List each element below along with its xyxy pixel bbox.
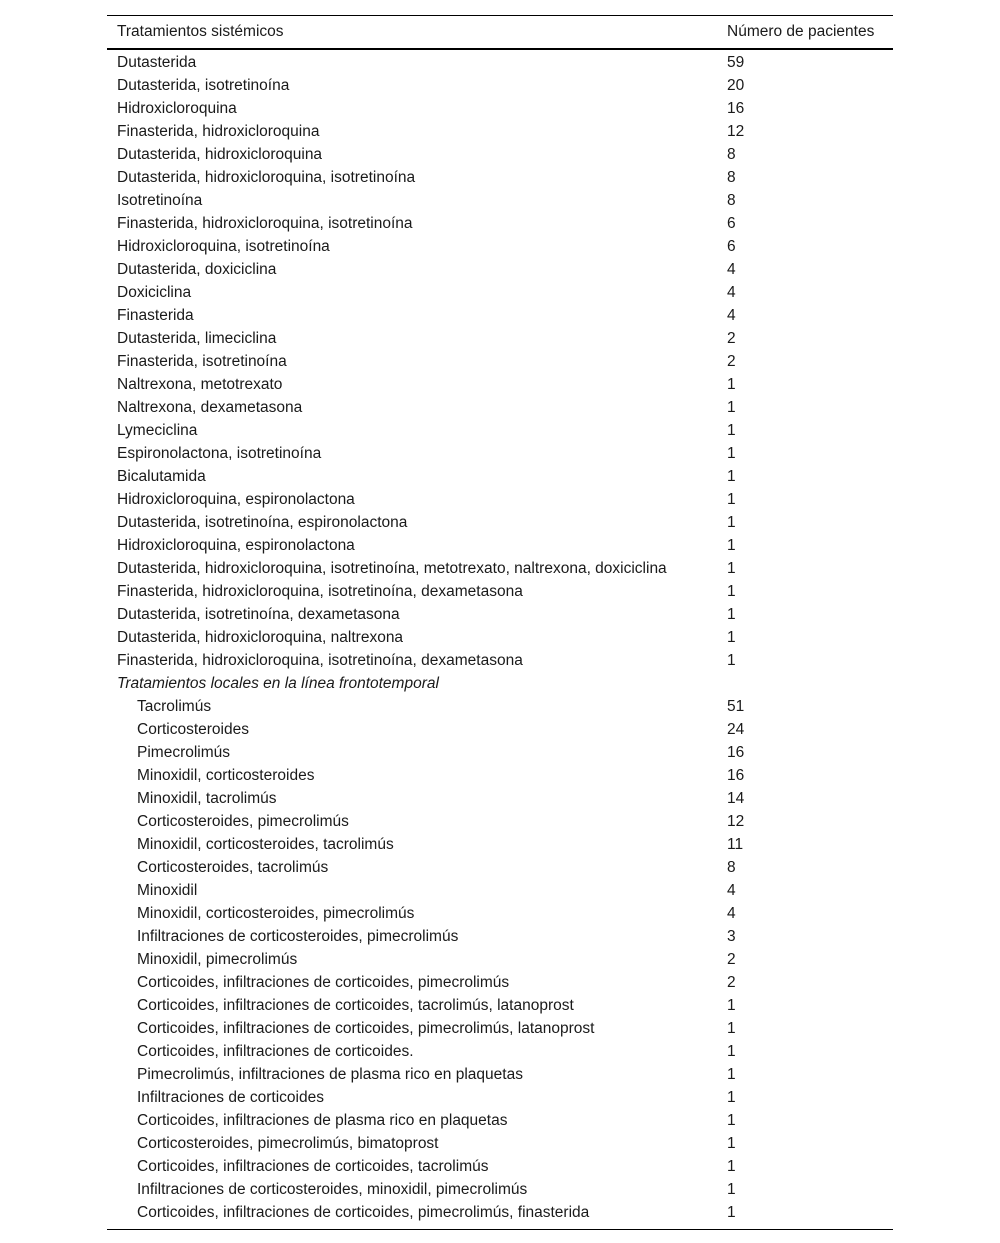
patients-cell: 1 (727, 1134, 736, 1152)
table-row (107, 258, 893, 281)
treatments-table (107, 15, 893, 1230)
patients-cell: 1 (727, 398, 736, 416)
patients-cell: 16 (727, 743, 745, 761)
treatment-cell: Hidroxicloroquina, espironolactona (117, 536, 355, 554)
treatment-cell: Dutasterida, isotretinoína (117, 76, 290, 94)
treatment-cell: Hidroxicloroquina (117, 99, 237, 117)
treatment-cell: Corticoides, infiltraciones de corticoides. (137, 1042, 414, 1060)
patients-cell: 2 (727, 973, 736, 991)
section-heading-row (107, 672, 893, 695)
patients-cell: 6 (727, 237, 736, 255)
local-section-title: Tratamientos locales en la línea frontotemporal (117, 674, 439, 692)
patients-cell: 1 (727, 467, 736, 485)
treatment-cell: Corticoides, infiltraciones de corticoides, tacrolimús, latanoprost (137, 996, 574, 1014)
treatment-cell: Corticoides, infiltraciones de corticoides, pimecrolimús (137, 973, 510, 991)
patients-cell: 4 (727, 283, 736, 301)
table-row (107, 787, 893, 810)
patients-cell: 1 (727, 1157, 736, 1175)
table-row (107, 626, 893, 649)
treatment-cell: Pimecrolimús (137, 743, 231, 761)
patients-cell: 1 (727, 1111, 736, 1129)
treatment-cell: Finasterida, hidroxicloroquina, isotretinoína, dexametasona (117, 582, 523, 600)
table-row (107, 534, 893, 557)
treatment-cell: Dutasterida, hidroxicloroquina (117, 145, 323, 163)
treatment-cell: Dutasterida, isotretinoína, dexametasona (117, 605, 400, 623)
treatment-cell: Finasterida (117, 306, 194, 324)
treatment-cell: Infiltraciones de corticoides (137, 1088, 324, 1106)
patients-cell: 6 (727, 214, 736, 232)
table-row (107, 994, 893, 1017)
treatment-cell: Dutasterida (117, 53, 197, 71)
treatment-cell: Dutasterida, hidroxicloroquina, isotretinoína, metotrexato, naltrexona, doxiciclina (117, 559, 667, 577)
treatment-cell: Minoxidil (137, 881, 198, 899)
patients-cell: 12 (727, 812, 745, 830)
table-row (107, 419, 893, 442)
treatment-cell: Dutasterida, hidroxicloroquina, isotretinoína (117, 168, 416, 186)
header-patients: Número de pacientes (727, 23, 875, 40)
patients-cell: 16 (727, 766, 745, 784)
treatment-cell: Tacrolimús (137, 697, 212, 715)
treatment-cell: Corticosteroides, pimecrolimús (137, 812, 349, 830)
table-header-row (107, 16, 893, 50)
table-row (107, 373, 893, 396)
patients-cell: 8 (727, 145, 736, 163)
patients-cell: 16 (727, 99, 745, 117)
treatment-cell: Isotretinoína (117, 191, 203, 209)
table-row (107, 281, 893, 304)
table-row (107, 1086, 893, 1109)
patients-cell: 1 (727, 605, 736, 623)
patients-cell: 8 (727, 168, 736, 186)
patients-cell: 4 (727, 260, 736, 278)
treatment-cell: Finasterida, hidroxicloroquina, isotretinoína, dexametasona (117, 651, 523, 669)
treatment-cell: Finasterida, hidroxicloroquina, isotretinoína (117, 214, 413, 232)
patients-cell: 2 (727, 950, 736, 968)
table-row (107, 580, 893, 603)
patients-cell: 2 (727, 352, 736, 370)
table-row (107, 649, 893, 672)
patients-cell: 1 (727, 421, 736, 439)
table-row (107, 1017, 893, 1040)
table-row (107, 189, 893, 212)
treatment-cell: Hidroxicloroquina, espironolactona (117, 490, 355, 508)
table-row (107, 120, 893, 143)
treatment-cell: Dutasterida, hidroxicloroquina, naltrexona (117, 628, 404, 646)
treatment-cell: Corticosteroides (137, 720, 249, 738)
treatment-cell: Corticoides, infiltraciones de corticoides, pimecrolimús, finasterida (137, 1203, 590, 1221)
table-row (107, 350, 893, 373)
patients-cell: 1 (727, 1042, 736, 1060)
treatment-cell: Minoxidil, tacrolimús (137, 789, 277, 807)
treatment-cell: Corticosteroides, tacrolimús (137, 858, 329, 876)
table-row (107, 212, 893, 235)
table-row (107, 304, 893, 327)
table-row (107, 1201, 893, 1224)
patients-cell: 1 (727, 536, 736, 554)
table-row (107, 488, 893, 511)
patients-cell: 8 (727, 191, 736, 209)
treatment-cell: Naltrexona, metotrexato (117, 375, 283, 393)
patients-cell: 1 (727, 628, 736, 646)
table-row (107, 925, 893, 948)
table-row (107, 51, 893, 74)
table-row (107, 465, 893, 488)
patients-cell: 24 (727, 720, 745, 738)
patients-cell: 3 (727, 927, 736, 945)
local-section (107, 695, 893, 1224)
patients-cell: 20 (727, 76, 745, 94)
table-row (107, 511, 893, 534)
treatment-cell: Minoxidil, corticosteroides, tacrolimús (137, 835, 394, 853)
table-row (107, 810, 893, 833)
table-row (107, 557, 893, 580)
patients-cell: 1 (727, 559, 736, 577)
treatment-cell: Lymeciclina (117, 421, 198, 439)
patients-cell: 12 (727, 122, 745, 140)
treatment-cell: Espironolactona, isotretinoína (117, 444, 322, 462)
treatment-cell: Corticosteroides, pimecrolimús, bimatoprost (137, 1134, 439, 1152)
table-row (107, 695, 893, 718)
treatment-cell: Minoxidil, pimecrolimús (137, 950, 298, 968)
table-row (107, 1178, 893, 1201)
patients-cell: 1 (727, 1019, 736, 1037)
treatment-cell: Infiltraciones de corticosteroides, minoxidil, pimecrolimús (137, 1180, 528, 1198)
treatment-cell: Hidroxicloroquina, isotretinoína (117, 237, 330, 255)
patients-cell: 59 (727, 53, 745, 71)
table-row (107, 833, 893, 856)
patients-cell: 14 (727, 789, 745, 807)
table-row (107, 948, 893, 971)
treatment-cell: Finasterida, isotretinoína (117, 352, 287, 370)
treatment-cell: Pimecrolimús, infiltraciones de plasma rico en plaquetas (137, 1065, 523, 1083)
patients-cell: 1 (727, 444, 736, 462)
table-row (107, 442, 893, 465)
treatment-cell: Dutasterida, limeciclina (117, 329, 277, 347)
treatment-cell: Minoxidil, corticosteroides, pimecrolimús (137, 904, 415, 922)
patients-cell: 11 (727, 835, 744, 853)
table-row (107, 603, 893, 626)
table-row (107, 1132, 893, 1155)
patients-cell: 4 (727, 306, 736, 324)
table-row (107, 1040, 893, 1063)
table-row (107, 1109, 893, 1132)
table-row (107, 327, 893, 350)
table-row (107, 741, 893, 764)
table-row (107, 235, 893, 258)
patients-cell: 1 (727, 1180, 736, 1198)
header-treatment: Tratamientos sistémicos (117, 23, 284, 40)
patients-cell: 1 (727, 513, 736, 531)
patients-cell: 1 (727, 490, 736, 508)
patients-cell: 1 (727, 651, 736, 669)
table-row (107, 1155, 893, 1178)
patients-cell: 51 (727, 697, 745, 715)
treatment-cell: Dutasterida, doxiciclina (117, 260, 277, 278)
table-row (107, 971, 893, 994)
table-row (107, 1063, 893, 1086)
patients-cell: 1 (727, 1065, 736, 1083)
table-row (107, 879, 893, 902)
patients-cell: 8 (727, 858, 736, 876)
patients-cell: 4 (727, 904, 736, 922)
treatment-cell: Naltrexona, dexametasona (117, 398, 303, 416)
treatment-cell: Corticoides, infiltraciones de plasma rico en plaquetas (137, 1111, 508, 1129)
treatment-cell: Dutasterida, isotretinoína, espironolactona (117, 513, 408, 531)
table-row (107, 166, 893, 189)
treatment-cell: Corticoides, infiltraciones de corticoides, tacrolimús (137, 1157, 489, 1175)
patients-cell: 1 (727, 582, 736, 600)
patients-cell: 4 (727, 881, 736, 899)
patients-cell: 1 (727, 375, 736, 393)
table-row (107, 97, 893, 120)
table-row (107, 902, 893, 925)
treatment-cell: Minoxidil, corticosteroides (137, 766, 315, 784)
patients-cell: 1 (727, 1088, 736, 1106)
patients-cell: 1 (727, 1203, 736, 1221)
systemic-section (107, 51, 893, 672)
treatment-cell: Doxiciclina (117, 283, 192, 301)
treatment-cell: Bicalutamida (117, 467, 206, 485)
table-row (107, 718, 893, 741)
table-row (107, 856, 893, 879)
table-row (107, 74, 893, 97)
treatment-cell: Corticoides, infiltraciones de corticoides, pimecrolimús, latanoprost (137, 1019, 595, 1037)
patients-cell: 1 (727, 996, 736, 1014)
table-row (107, 396, 893, 419)
table-row (107, 143, 893, 166)
treatment-cell: Infiltraciones de corticosteroides, pimecrolimús (137, 927, 459, 945)
table-row (107, 764, 893, 787)
patients-cell: 2 (727, 329, 736, 347)
treatment-cell: Finasterida, hidroxicloroquina (117, 122, 320, 140)
